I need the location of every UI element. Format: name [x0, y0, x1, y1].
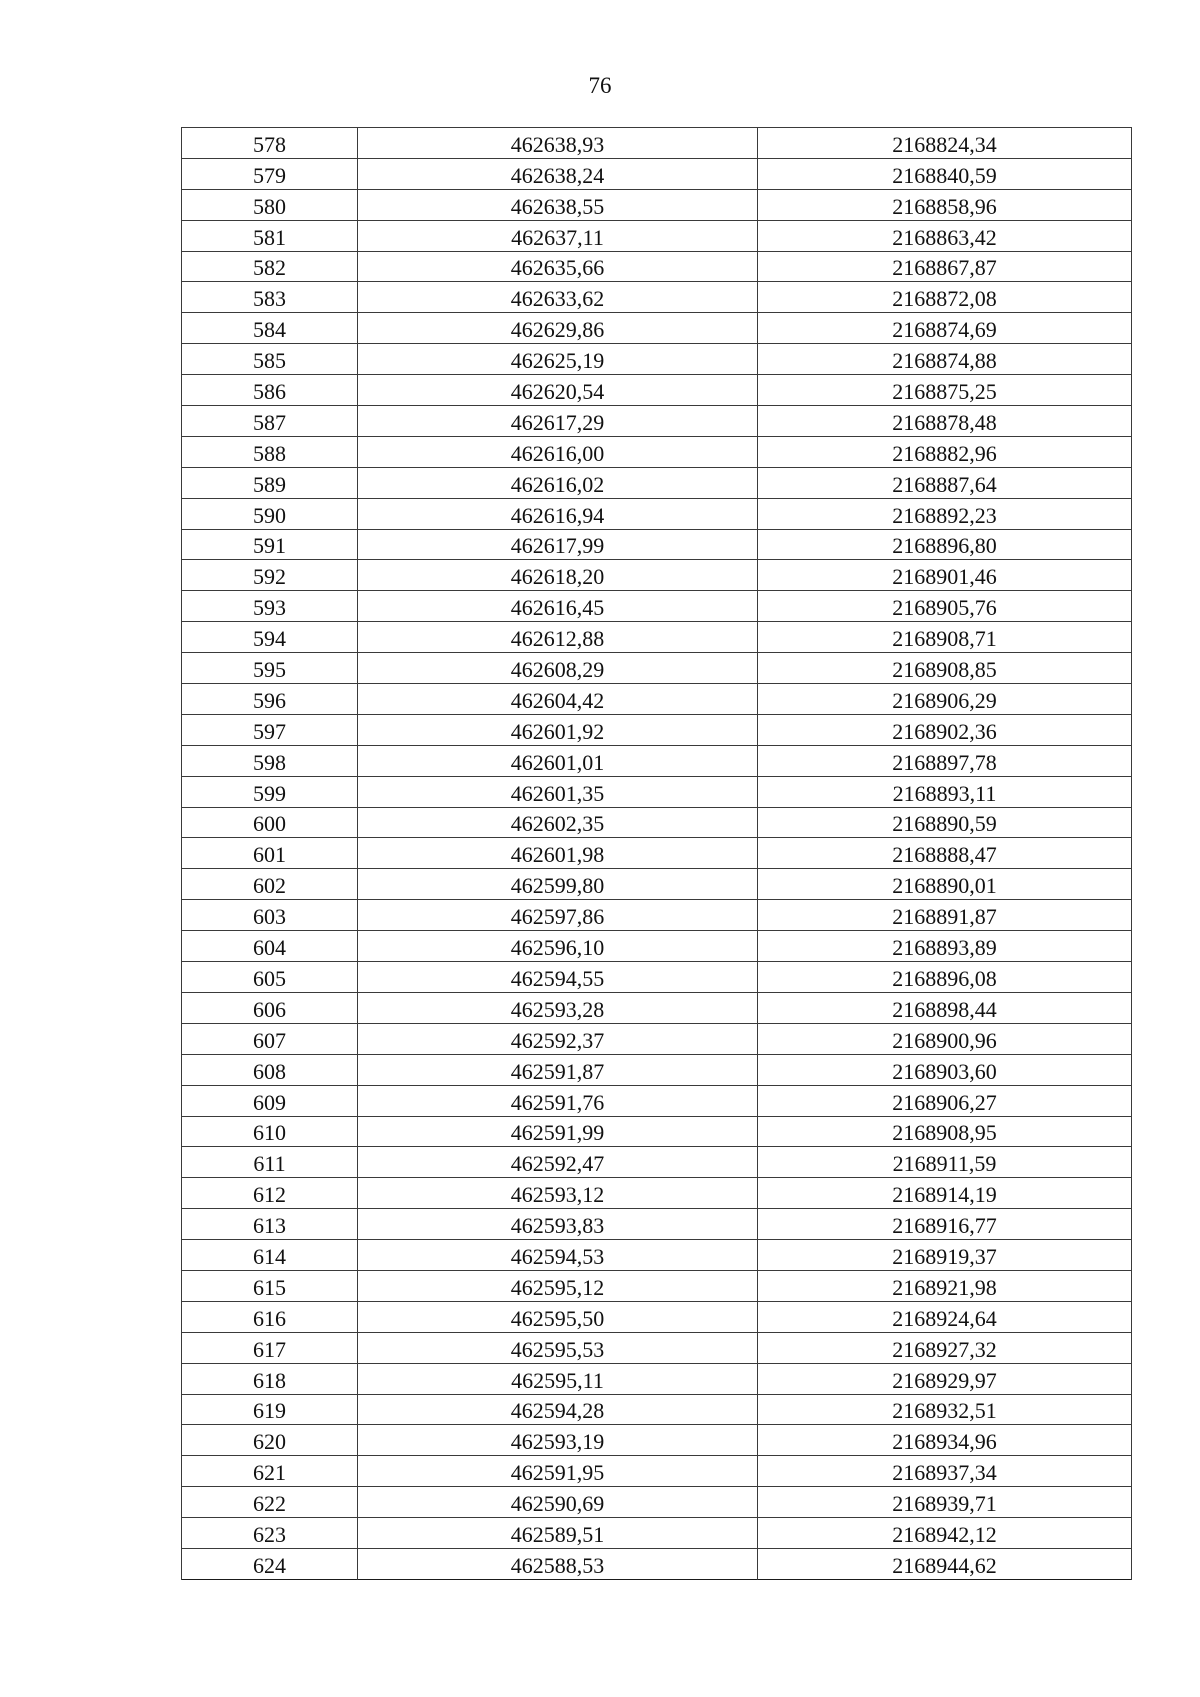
table-row — [182, 1178, 1132, 1209]
table-row — [182, 436, 1132, 467]
point-number-cell: 602 — [182, 869, 358, 900]
point-number-cell: 623 — [182, 1518, 358, 1549]
table-row — [182, 745, 1132, 776]
point-number-cell: 586 — [182, 375, 358, 406]
table-row — [182, 1270, 1132, 1301]
point-number-cell: 612 — [182, 1178, 358, 1209]
y-coordinate-cell: 2168906,29 — [758, 684, 1132, 715]
coordinates-table-body — [182, 128, 1132, 1580]
x-coordinate-cell: 462601,35 — [358, 776, 758, 807]
y-coordinate-cell: 2168824,34 — [758, 128, 1132, 159]
point-number-cell: 597 — [182, 714, 358, 745]
y-coordinate-cell: 2168887,64 — [758, 467, 1132, 498]
point-number-cell: 581 — [182, 220, 358, 251]
point-number-cell: 622 — [182, 1487, 358, 1518]
y-coordinate-cell: 2168893,89 — [758, 931, 1132, 962]
x-coordinate-cell: 462616,02 — [358, 467, 758, 498]
point-number-cell: 599 — [182, 776, 358, 807]
x-coordinate-cell: 462590,69 — [358, 1487, 758, 1518]
y-coordinate-cell: 2168906,27 — [758, 1085, 1132, 1116]
x-coordinate-cell: 462591,95 — [358, 1456, 758, 1487]
table-row — [182, 189, 1132, 220]
table-row — [182, 282, 1132, 313]
table-row — [182, 128, 1132, 159]
point-number-cell: 608 — [182, 1054, 358, 1085]
x-coordinate-cell: 462593,12 — [358, 1178, 758, 1209]
y-coordinate-cell: 2168905,76 — [758, 591, 1132, 622]
x-coordinate-cell: 462638,93 — [358, 128, 758, 159]
table-row — [182, 1301, 1132, 1332]
point-number-cell: 619 — [182, 1394, 358, 1425]
y-coordinate-cell: 2168916,77 — [758, 1209, 1132, 1240]
table-row — [182, 1548, 1132, 1579]
point-number-cell: 613 — [182, 1209, 358, 1240]
x-coordinate-cell: 462589,51 — [358, 1518, 758, 1549]
x-coordinate-cell: 462593,28 — [358, 992, 758, 1023]
y-coordinate-cell: 2168874,88 — [758, 344, 1132, 375]
page-number: 76 — [588, 73, 612, 98]
table-row — [182, 375, 1132, 406]
y-coordinate-cell: 2168944,62 — [758, 1548, 1132, 1579]
point-number-cell: 614 — [182, 1240, 358, 1271]
point-number-cell: 587 — [182, 406, 358, 437]
table-row — [182, 931, 1132, 962]
table-row — [182, 406, 1132, 437]
y-coordinate-cell: 2168897,78 — [758, 745, 1132, 776]
y-coordinate-cell: 2168921,98 — [758, 1270, 1132, 1301]
y-coordinate-cell: 2168934,96 — [758, 1425, 1132, 1456]
x-coordinate-cell: 462601,98 — [358, 838, 758, 869]
y-coordinate-cell: 2168863,42 — [758, 220, 1132, 251]
y-coordinate-cell: 2168903,60 — [758, 1054, 1132, 1085]
point-number-cell: 594 — [182, 622, 358, 653]
table-row — [182, 560, 1132, 591]
point-number-cell: 601 — [182, 838, 358, 869]
table-row — [182, 1085, 1132, 1116]
point-number-cell: 578 — [182, 128, 358, 159]
y-coordinate-cell: 2168924,64 — [758, 1301, 1132, 1332]
y-coordinate-cell: 2168896,08 — [758, 962, 1132, 993]
table-row — [182, 1425, 1132, 1456]
x-coordinate-cell: 462601,01 — [358, 745, 758, 776]
point-number-cell: 588 — [182, 436, 358, 467]
table-row — [182, 1518, 1132, 1549]
table-row — [182, 714, 1132, 745]
point-number-cell: 591 — [182, 529, 358, 560]
x-coordinate-cell: 462593,19 — [358, 1425, 758, 1456]
table-row — [182, 776, 1132, 807]
point-number-cell: 580 — [182, 189, 358, 220]
x-coordinate-cell: 462601,92 — [358, 714, 758, 745]
x-coordinate-cell: 462616,94 — [358, 498, 758, 529]
table-row — [182, 1363, 1132, 1394]
table-row — [182, 869, 1132, 900]
x-coordinate-cell: 462596,10 — [358, 931, 758, 962]
table-row — [182, 962, 1132, 993]
y-coordinate-cell: 2168896,80 — [758, 529, 1132, 560]
table-row — [182, 529, 1132, 560]
table-row — [182, 1054, 1132, 1085]
table-row — [182, 220, 1132, 251]
x-coordinate-cell: 462591,87 — [358, 1054, 758, 1085]
table-row — [182, 1332, 1132, 1363]
point-number-cell: 618 — [182, 1363, 358, 1394]
y-coordinate-cell: 2168900,96 — [758, 1023, 1132, 1054]
y-coordinate-cell: 2168878,48 — [758, 406, 1132, 437]
point-number-cell: 607 — [182, 1023, 358, 1054]
point-number-cell: 582 — [182, 251, 358, 282]
point-number-cell: 615 — [182, 1270, 358, 1301]
point-number-cell: 610 — [182, 1116, 358, 1147]
y-coordinate-cell: 2168942,12 — [758, 1518, 1132, 1549]
point-number-cell: 600 — [182, 807, 358, 838]
x-coordinate-cell: 462594,53 — [358, 1240, 758, 1271]
y-coordinate-cell: 2168908,95 — [758, 1116, 1132, 1147]
x-coordinate-cell: 462625,19 — [358, 344, 758, 375]
point-number-cell: 589 — [182, 467, 358, 498]
point-number-cell: 583 — [182, 282, 358, 313]
y-coordinate-cell: 2168890,01 — [758, 869, 1132, 900]
table-row — [182, 684, 1132, 715]
y-coordinate-cell: 2168939,71 — [758, 1487, 1132, 1518]
x-coordinate-cell: 462588,53 — [358, 1548, 758, 1579]
point-number-cell: 590 — [182, 498, 358, 529]
point-number-cell: 579 — [182, 158, 358, 189]
table-row — [182, 900, 1132, 931]
point-number-cell: 611 — [182, 1147, 358, 1178]
x-coordinate-cell: 462638,55 — [358, 189, 758, 220]
x-coordinate-cell: 462595,11 — [358, 1363, 758, 1394]
x-coordinate-cell: 462616,00 — [358, 436, 758, 467]
table-row — [182, 1116, 1132, 1147]
table-row — [182, 1487, 1132, 1518]
x-coordinate-cell: 462629,86 — [358, 313, 758, 344]
x-coordinate-cell: 462620,54 — [358, 375, 758, 406]
point-number-cell: 617 — [182, 1332, 358, 1363]
y-coordinate-cell: 2168888,47 — [758, 838, 1132, 869]
point-number-cell: 603 — [182, 900, 358, 931]
point-number-cell: 609 — [182, 1085, 358, 1116]
x-coordinate-cell: 462592,37 — [358, 1023, 758, 1054]
x-coordinate-cell: 462638,24 — [358, 158, 758, 189]
x-coordinate-cell: 462595,12 — [358, 1270, 758, 1301]
x-coordinate-cell: 462594,55 — [358, 962, 758, 993]
table-row — [182, 653, 1132, 684]
y-coordinate-cell: 2168911,59 — [758, 1147, 1132, 1178]
x-coordinate-cell: 462599,80 — [358, 869, 758, 900]
y-coordinate-cell: 2168914,19 — [758, 1178, 1132, 1209]
y-coordinate-cell: 2168872,08 — [758, 282, 1132, 313]
y-coordinate-cell: 2168893,11 — [758, 776, 1132, 807]
y-coordinate-cell: 2168927,32 — [758, 1332, 1132, 1363]
y-coordinate-cell: 2168858,96 — [758, 189, 1132, 220]
table-row — [182, 992, 1132, 1023]
x-coordinate-cell: 462637,11 — [358, 220, 758, 251]
y-coordinate-cell: 2168937,34 — [758, 1456, 1132, 1487]
y-coordinate-cell: 2168932,51 — [758, 1394, 1132, 1425]
point-number-cell: 585 — [182, 344, 358, 375]
table-row — [182, 838, 1132, 869]
y-coordinate-cell: 2168840,59 — [758, 158, 1132, 189]
point-number-cell: 620 — [182, 1425, 358, 1456]
point-number-cell: 616 — [182, 1301, 358, 1332]
y-coordinate-cell: 2168901,46 — [758, 560, 1132, 591]
x-coordinate-cell: 462597,86 — [358, 900, 758, 931]
coordinates-table — [181, 127, 1132, 1580]
y-coordinate-cell: 2168890,59 — [758, 807, 1132, 838]
y-coordinate-cell: 2168908,85 — [758, 653, 1132, 684]
point-number-cell: 605 — [182, 962, 358, 993]
table-row — [182, 1394, 1132, 1425]
x-coordinate-cell: 462616,45 — [358, 591, 758, 622]
table-row — [182, 1456, 1132, 1487]
table-row — [182, 313, 1132, 344]
y-coordinate-cell: 2168867,87 — [758, 251, 1132, 282]
x-coordinate-cell: 462608,29 — [358, 653, 758, 684]
y-coordinate-cell: 2168874,69 — [758, 313, 1132, 344]
point-number-cell: 595 — [182, 653, 358, 684]
table-row — [182, 158, 1132, 189]
table-row — [182, 1147, 1132, 1178]
x-coordinate-cell: 462635,66 — [358, 251, 758, 282]
x-coordinate-cell: 462633,62 — [358, 282, 758, 313]
x-coordinate-cell: 462591,76 — [358, 1085, 758, 1116]
x-coordinate-cell: 462604,42 — [358, 684, 758, 715]
x-coordinate-cell: 462618,20 — [358, 560, 758, 591]
point-number-cell: 593 — [182, 591, 358, 622]
table-row — [182, 251, 1132, 282]
point-number-cell: 624 — [182, 1548, 358, 1579]
x-coordinate-cell: 462602,35 — [358, 807, 758, 838]
table-row — [182, 591, 1132, 622]
x-coordinate-cell: 462612,88 — [358, 622, 758, 653]
point-number-cell: 598 — [182, 745, 358, 776]
y-coordinate-cell: 2168919,37 — [758, 1240, 1132, 1271]
table-row — [182, 1240, 1132, 1271]
table-row — [182, 1023, 1132, 1054]
table-row — [182, 622, 1132, 653]
y-coordinate-cell: 2168882,96 — [758, 436, 1132, 467]
x-coordinate-cell: 462617,29 — [358, 406, 758, 437]
point-number-cell: 604 — [182, 931, 358, 962]
x-coordinate-cell: 462593,83 — [358, 1209, 758, 1240]
y-coordinate-cell: 2168898,44 — [758, 992, 1132, 1023]
x-coordinate-cell: 462595,50 — [358, 1301, 758, 1332]
table-row — [182, 467, 1132, 498]
table-row — [182, 498, 1132, 529]
y-coordinate-cell: 2168891,87 — [758, 900, 1132, 931]
table-row — [182, 807, 1132, 838]
point-number-cell: 621 — [182, 1456, 358, 1487]
x-coordinate-cell: 462595,53 — [358, 1332, 758, 1363]
y-coordinate-cell: 2168892,23 — [758, 498, 1132, 529]
x-coordinate-cell: 462594,28 — [358, 1394, 758, 1425]
point-number-cell: 584 — [182, 313, 358, 344]
y-coordinate-cell: 2168908,71 — [758, 622, 1132, 653]
x-coordinate-cell: 462617,99 — [358, 529, 758, 560]
y-coordinate-cell: 2168875,25 — [758, 375, 1132, 406]
point-number-cell: 596 — [182, 684, 358, 715]
point-number-cell: 592 — [182, 560, 358, 591]
x-coordinate-cell: 462591,99 — [358, 1116, 758, 1147]
y-coordinate-cell: 2168902,36 — [758, 714, 1132, 745]
point-number-cell: 606 — [182, 992, 358, 1023]
table-row — [182, 1209, 1132, 1240]
table-row — [182, 344, 1132, 375]
y-coordinate-cell: 2168929,97 — [758, 1363, 1132, 1394]
x-coordinate-cell: 462592,47 — [358, 1147, 758, 1178]
